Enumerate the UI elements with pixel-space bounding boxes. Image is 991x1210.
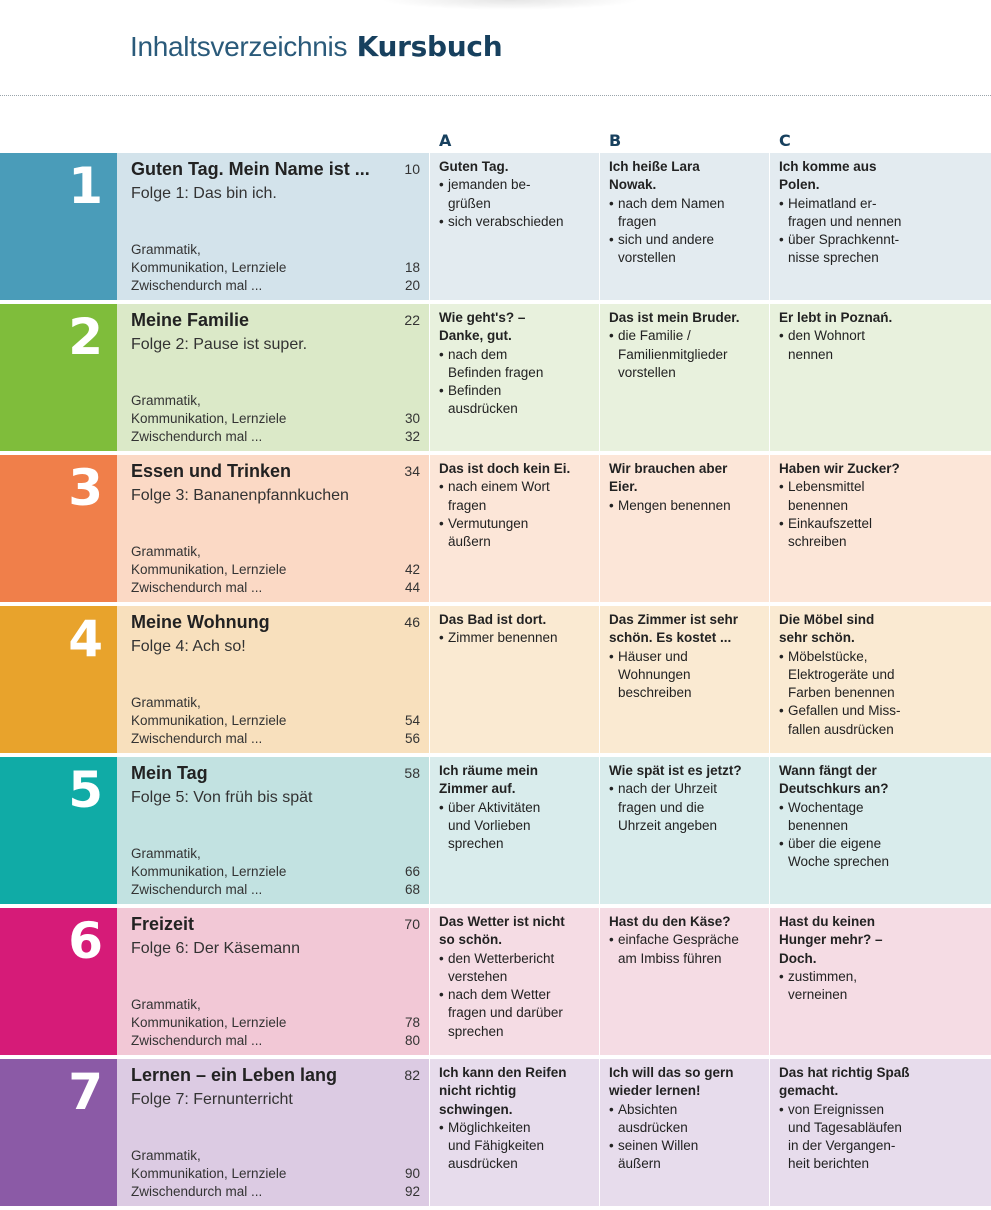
unit-info: [117, 304, 429, 451]
lesson-a: [430, 757, 599, 904]
lesson-goal: [609, 931, 761, 968]
lesson-goal-line: • Möbelstücke,: [788, 648, 868, 664]
unit-title[interactable]: Essen und Trinken: [131, 461, 292, 481]
lesson-goal: [779, 231, 983, 268]
lesson-heading: so schön.: [439, 932, 503, 948]
lesson-b: [600, 908, 769, 1055]
lesson-goal-line: • Vermutungen: [448, 515, 529, 531]
lesson-goal: [779, 799, 983, 836]
lesson-c: [770, 153, 991, 300]
zwischendurch-label: Zwischendurch mal ...: [131, 731, 263, 746]
lesson-goal: [439, 950, 591, 987]
unit-number-block: [0, 304, 117, 451]
grammatik-page: 42: [404, 562, 420, 577]
lesson-goal: [439, 176, 591, 213]
unit-page: 58: [404, 765, 420, 781]
lesson-goal-line: Woche sprechen: [788, 854, 890, 870]
lesson-goals: [609, 648, 761, 703]
lesson-goal-line: ausdrücken: [448, 1156, 518, 1172]
unit-number-block: [0, 606, 117, 753]
top-shadow: [380, 0, 640, 10]
lesson-goal: [439, 515, 591, 552]
lesson-goal: [609, 1101, 761, 1138]
lesson-goal-line: fragen und die: [618, 799, 705, 815]
unit-number-block: [0, 1059, 117, 1206]
lesson-goal: [609, 231, 761, 268]
lesson-heading: sehr schön.: [779, 630, 855, 646]
lesson-goal-line: Farben benennen: [788, 685, 895, 701]
unit-page: 22: [404, 312, 420, 328]
unit-number: 4: [68, 610, 103, 668]
lesson-goal: [779, 515, 983, 552]
lesson-goals: [439, 346, 591, 419]
lesson-b: [600, 757, 769, 904]
lesson-heading: Hunger mehr? –: [779, 932, 883, 948]
grammatik-label: Grammatik,: [131, 846, 201, 861]
lesson-goal: [609, 497, 761, 515]
lesson-goal-line: verneinen: [788, 987, 848, 1003]
lesson-goal-line: sprechen: [448, 836, 504, 852]
lesson-goal-line: benennen: [788, 817, 849, 833]
lesson-goal-line: • Heimatland er-: [788, 195, 877, 211]
lesson-heading: Guten Tag.: [439, 159, 509, 174]
lesson-c: [770, 606, 991, 753]
lesson-goal: [609, 195, 761, 232]
lesson-goal-line: grüßen: [448, 195, 491, 211]
grammatik-page: 54: [404, 713, 420, 728]
lesson-heading: Wie spät ist es jetzt?: [609, 763, 742, 778]
grammatik-page: 78: [404, 1015, 420, 1030]
lesson-goal: [439, 629, 591, 647]
grammatik-label: Grammatik,: [131, 1148, 201, 1163]
grammatik-page: 66: [404, 864, 420, 879]
lesson-goals: [609, 327, 761, 382]
lesson-heading: Ich kann den Reifen: [439, 1065, 567, 1080]
unit-title[interactable]: Freizeit: [131, 914, 195, 934]
kommunikation-label: Kommunikation, Lernziele: [131, 1015, 287, 1030]
zwischendurch-page: 68: [404, 882, 420, 897]
lesson-goal: [609, 1137, 761, 1174]
unit-info: [117, 1059, 429, 1206]
lesson-goal-line: • Zimmer benennen: [448, 630, 558, 646]
lesson-goal-line: fragen und nennen: [788, 213, 902, 229]
lesson-heading: Wann fängt der: [779, 763, 877, 778]
lesson-a: [430, 908, 599, 1055]
lesson-goal: [779, 478, 983, 515]
column-header-c: C: [779, 131, 791, 150]
lesson-goal-line: fallen ausdrücken: [788, 721, 894, 737]
lesson-goal-line: Uhrzeit angeben: [618, 817, 718, 833]
unit-number: 2: [68, 308, 103, 366]
lesson-heading: gemacht.: [779, 1083, 839, 1099]
lesson-goal-line: • den Wohnort: [788, 328, 866, 344]
unit-title[interactable]: Guten Tag. Mein Name ist ...: [131, 159, 370, 179]
lesson-goal: [779, 1101, 983, 1174]
lesson-goal-line: • Häuser und: [618, 648, 688, 664]
lesson-goal-line: • seinen Willen: [618, 1138, 699, 1154]
unit-folge: Folge 3: Bananenpfannkuchen: [131, 487, 349, 504]
lesson-heading: Das Zimmer ist sehr: [609, 612, 739, 627]
kommunikation-label: Kommunikation, Lernziele: [131, 562, 287, 577]
lesson-heading: Ich heiße Lara: [609, 159, 700, 174]
unit-title[interactable]: Meine Familie: [131, 310, 250, 330]
unit-info: [117, 455, 429, 602]
page-title: [130, 30, 502, 63]
kommunikation-label: Kommunikation, Lernziele: [131, 260, 287, 275]
lesson-goal-line: • über Sprachkennt-: [788, 232, 900, 248]
lesson-goals: [609, 931, 761, 968]
kommunikation-label: Kommunikation, Lernziele: [131, 713, 287, 728]
zwischendurch-label: Zwischendurch mal ...: [131, 580, 263, 595]
unit-folge: Folge 6: Der Käsemann: [131, 940, 300, 957]
lesson-goal-line: fragen: [448, 497, 487, 513]
unit-title[interactable]: Mein Tag: [131, 763, 208, 783]
lesson-heading: Das Wetter ist nicht: [439, 914, 565, 929]
lesson-b: [600, 304, 769, 451]
zwischendurch-label: Zwischendurch mal ...: [131, 1184, 263, 1199]
lesson-a: [430, 1059, 599, 1206]
lesson-goal-line: • nach einem Wort: [448, 479, 550, 495]
unit-row: [0, 153, 991, 300]
lesson-heading: Nowak.: [609, 177, 657, 193]
page-title-light: Inhaltsverzeichnis: [130, 31, 348, 62]
unit-page: 70: [404, 916, 420, 932]
lesson-heading: Das ist doch kein Ei.: [439, 461, 571, 476]
lesson-heading: Polen.: [779, 177, 820, 193]
lesson-goal-line: Wohnungen: [618, 666, 691, 682]
zwischendurch-page: 32: [404, 429, 420, 444]
lesson-goal-line: • sich und andere: [618, 232, 715, 248]
page-title-bold: Kursbuch: [356, 30, 503, 63]
lesson-heading: schön. Es kostet ...: [609, 630, 732, 646]
unit-number-block: [0, 757, 117, 904]
lesson-heading: nicht richtig: [439, 1083, 517, 1099]
grammatik-label: Grammatik,: [131, 393, 201, 408]
lesson-goal: [439, 382, 591, 419]
lesson-goal-line: • über Aktivitäten: [448, 799, 541, 815]
lesson-c: [770, 757, 991, 904]
unit-number: 5: [68, 761, 103, 819]
lesson-goal: [779, 648, 983, 703]
lesson-heading: Er lebt in Poznań.: [779, 310, 893, 325]
unit-folge: Folge 1: Das bin ich.: [131, 185, 277, 202]
lesson-a: [430, 455, 599, 602]
lesson-goals: [439, 799, 591, 854]
unit-number-block: [0, 908, 117, 1055]
unit-row: [0, 908, 991, 1055]
lesson-goal-line: • die Familie /: [618, 328, 691, 344]
lesson-goals: [779, 968, 983, 1005]
zwischendurch-label: Zwischendurch mal ...: [131, 882, 263, 897]
lesson-goal-line: Familienmitglieder: [618, 346, 728, 362]
unit-row: [0, 606, 991, 753]
lesson-c: [770, 455, 991, 602]
lesson-a: [430, 153, 599, 300]
lesson-heading: Deutschkurs an?: [779, 781, 889, 797]
lesson-heading: Das Bad ist dort.: [439, 612, 547, 627]
lesson-heading: Hast du den Käse?: [609, 914, 731, 929]
unit-number: 7: [68, 1063, 103, 1121]
unit-row: [0, 304, 991, 451]
lesson-c: [770, 908, 991, 1055]
lesson-goal-line: und Vorlieben: [448, 817, 531, 833]
unit-title[interactable]: Lernen – ein Leben lang: [131, 1065, 338, 1085]
lesson-goal-line: benennen: [788, 497, 849, 513]
unit-folge: Folge 2: Pause ist super.: [131, 336, 308, 353]
lesson-heading: Das ist mein Bruder.: [609, 310, 740, 325]
unit-page: 34: [404, 463, 420, 479]
lesson-heading: Ich will das so gern: [609, 1065, 734, 1080]
lesson-c: [770, 1059, 991, 1206]
unit-number-block: [0, 153, 117, 300]
lesson-goal: [439, 213, 591, 231]
lesson-goals: [439, 176, 591, 231]
grammatik-label: Grammatik,: [131, 695, 201, 710]
lesson-goal-line: und Fähigkeiten: [448, 1138, 545, 1154]
lesson-heading: Ich komme aus: [779, 159, 877, 174]
lesson-goal-line: • zustimmen,: [788, 968, 858, 984]
unit-folge: Folge 7: Fernunterricht: [131, 1091, 293, 1108]
grammatik-page: 18: [404, 260, 420, 275]
unit-info: [117, 908, 429, 1055]
lesson-goal-line: nennen: [788, 346, 834, 362]
lesson-goal-line: • nach dem: [448, 346, 508, 362]
lesson-heading: Hast du keinen: [779, 914, 876, 929]
lesson-goal: [779, 835, 983, 872]
lesson-goal-line: fragen: [618, 213, 657, 229]
lesson-goal: [779, 195, 983, 232]
unit-number-block: [0, 455, 117, 602]
lesson-goal-line: ausdrücken: [448, 401, 518, 417]
unit-row: [0, 455, 991, 602]
lesson-goal-line: beschreiben: [618, 685, 692, 701]
lesson-goal-line: am Imbiss führen: [618, 950, 722, 966]
lesson-goal-line: • Befinden: [448, 383, 502, 399]
lesson-goal-line: • Möglichkeiten: [448, 1119, 531, 1135]
lesson-goals: [779, 1101, 983, 1174]
lesson-goal-line: • Einkaufszettel: [788, 515, 873, 531]
lesson-heading: Doch.: [779, 950, 817, 966]
lesson-goals: [779, 478, 983, 551]
kommunikation-label: Kommunikation, Lernziele: [131, 1166, 287, 1181]
lesson-heading: Eier.: [609, 479, 638, 495]
lesson-heading: wieder lernen!: [609, 1083, 701, 1099]
lesson-b: [600, 153, 769, 300]
unit-number: 1: [68, 157, 103, 215]
lesson-goal: [439, 346, 591, 383]
zwischendurch-label: Zwischendurch mal ...: [131, 278, 263, 293]
unit-page: 82: [404, 1067, 420, 1083]
unit-number: 3: [68, 459, 103, 517]
lesson-heading: Zimmer auf.: [439, 781, 516, 797]
lesson-a: [430, 304, 599, 451]
lesson-a: [430, 606, 599, 753]
lesson-goal-line: vorstellen: [618, 250, 676, 266]
lesson-b: [600, 1059, 769, 1206]
lesson-goals: [779, 195, 983, 268]
zwischendurch-page: 20: [404, 278, 420, 293]
lesson-goal: [779, 968, 983, 1005]
zwischendurch-page: 92: [404, 1184, 420, 1199]
lesson-heading: Die Möbel sind: [779, 612, 875, 627]
lesson-heading: Ich räume mein: [439, 763, 539, 778]
lesson-goals: [779, 327, 983, 364]
lesson-goal: [439, 986, 591, 1041]
lesson-goal-line: fragen und darüber: [448, 1005, 563, 1021]
lesson-goal-line: • den Wetterbericht: [448, 950, 555, 966]
kommunikation-label: Kommunikation, Lernziele: [131, 864, 287, 879]
lesson-goals: [609, 195, 761, 268]
lesson-goals: [779, 648, 983, 739]
lesson-goal-line: • jemanden be-: [448, 177, 531, 193]
lesson-goal: [609, 648, 761, 703]
lesson-goals: [439, 950, 591, 1041]
column-header-a: A: [439, 131, 452, 150]
lesson-goal-line: • von Ereignissen: [788, 1101, 885, 1117]
divider: [0, 95, 991, 96]
lesson-goal-line: verstehen: [448, 968, 508, 984]
lesson-goals: [439, 1119, 591, 1174]
lesson-goal-line: • einfache Gespräche: [618, 932, 739, 948]
lesson-goal: [439, 478, 591, 515]
grammatik-label: Grammatik,: [131, 997, 201, 1012]
unit-info: [117, 153, 429, 300]
lesson-goal-line: sprechen: [448, 1023, 504, 1039]
lesson-goal-line: vorstellen: [618, 364, 676, 380]
zwischendurch-page: 80: [404, 1033, 420, 1048]
lesson-goal-line: schreiben: [788, 534, 847, 550]
lesson-goal: [779, 327, 983, 364]
lesson-goal-line: äußern: [618, 1156, 661, 1172]
unit-title[interactable]: Meine Wohnung: [131, 612, 270, 632]
lesson-goal-line: Elektrogeräte und: [788, 666, 895, 682]
lesson-c: [770, 304, 991, 451]
lesson-goal-line: ausdrücken: [618, 1119, 688, 1135]
lesson-goal-line: • Absichten: [618, 1101, 678, 1117]
lesson-heading: schwingen.: [439, 1101, 513, 1117]
lesson-goal-line: in der Vergangen-: [788, 1138, 896, 1154]
lesson-goal-line: • nach dem Namen: [618, 195, 725, 211]
lesson-goals: [609, 1101, 761, 1174]
unit-row: [0, 1059, 991, 1206]
grammatik-page: 30: [404, 411, 420, 426]
unit-page: 46: [404, 614, 420, 630]
unit-row: [0, 757, 991, 904]
lesson-heading: Wie geht's? –: [439, 310, 526, 325]
unit-page: 10: [404, 161, 420, 177]
lesson-goal-line: nisse sprechen: [788, 250, 879, 266]
lesson-goal-line: • Gefallen und Miss-: [788, 703, 901, 719]
lesson-heading: Haben wir Zucker?: [779, 461, 900, 476]
lesson-goals: [609, 780, 761, 835]
grammatik-page: 90: [404, 1166, 420, 1181]
lesson-goal: [779, 702, 983, 739]
lesson-goal-line: Befinden fragen: [448, 364, 544, 380]
lesson-b: [600, 606, 769, 753]
lesson-goal-line: • Lebensmittel: [788, 479, 865, 495]
zwischendurch-label: Zwischendurch mal ...: [131, 429, 263, 444]
lesson-goal-line: • nach dem Wetter: [448, 987, 551, 1003]
kommunikation-label: Kommunikation, Lernziele: [131, 411, 287, 426]
unit-folge: Folge 4: Ach so!: [131, 638, 246, 655]
lesson-goal: [609, 327, 761, 382]
lesson-goal-line: • Wochentage: [788, 799, 864, 815]
lesson-goal: [439, 1119, 591, 1174]
lesson-goal-line: heit berichten: [788, 1156, 870, 1172]
zwischendurch-page: 56: [404, 731, 420, 746]
lesson-b: [600, 455, 769, 602]
lesson-goals: [439, 478, 591, 551]
lesson-heading: Danke, gut.: [439, 328, 512, 344]
lesson-heading: Wir brauchen aber: [609, 461, 728, 476]
lesson-goals: [609, 497, 761, 515]
unit-number: 6: [68, 912, 103, 970]
lesson-goal-line: und Tagesabläufen: [788, 1119, 902, 1135]
lesson-goal-line: • Mengen benennen: [618, 497, 731, 513]
lesson-goal-line: äußern: [448, 534, 491, 550]
lesson-goal: [439, 799, 591, 854]
lesson-goals: [779, 799, 983, 872]
lesson-goal: [609, 780, 761, 835]
zwischendurch-page: 44: [404, 580, 420, 595]
column-header-b: B: [609, 131, 622, 150]
lesson-heading: Das hat richtig Spaß: [779, 1065, 910, 1080]
grammatik-label: Grammatik,: [131, 242, 201, 257]
lesson-goals: [439, 629, 591, 647]
zwischendurch-label: Zwischendurch mal ...: [131, 1033, 263, 1048]
lesson-goal-line: • über die eigene: [788, 836, 882, 852]
lesson-goal-line: • nach der Uhrzeit: [618, 781, 718, 797]
unit-folge: Folge 5: Von früh bis spät: [131, 789, 313, 806]
grammatik-label: Grammatik,: [131, 544, 201, 559]
unit-info: [117, 606, 429, 753]
lesson-goal-line: • sich verabschieden: [448, 213, 564, 229]
unit-info: [117, 757, 429, 904]
